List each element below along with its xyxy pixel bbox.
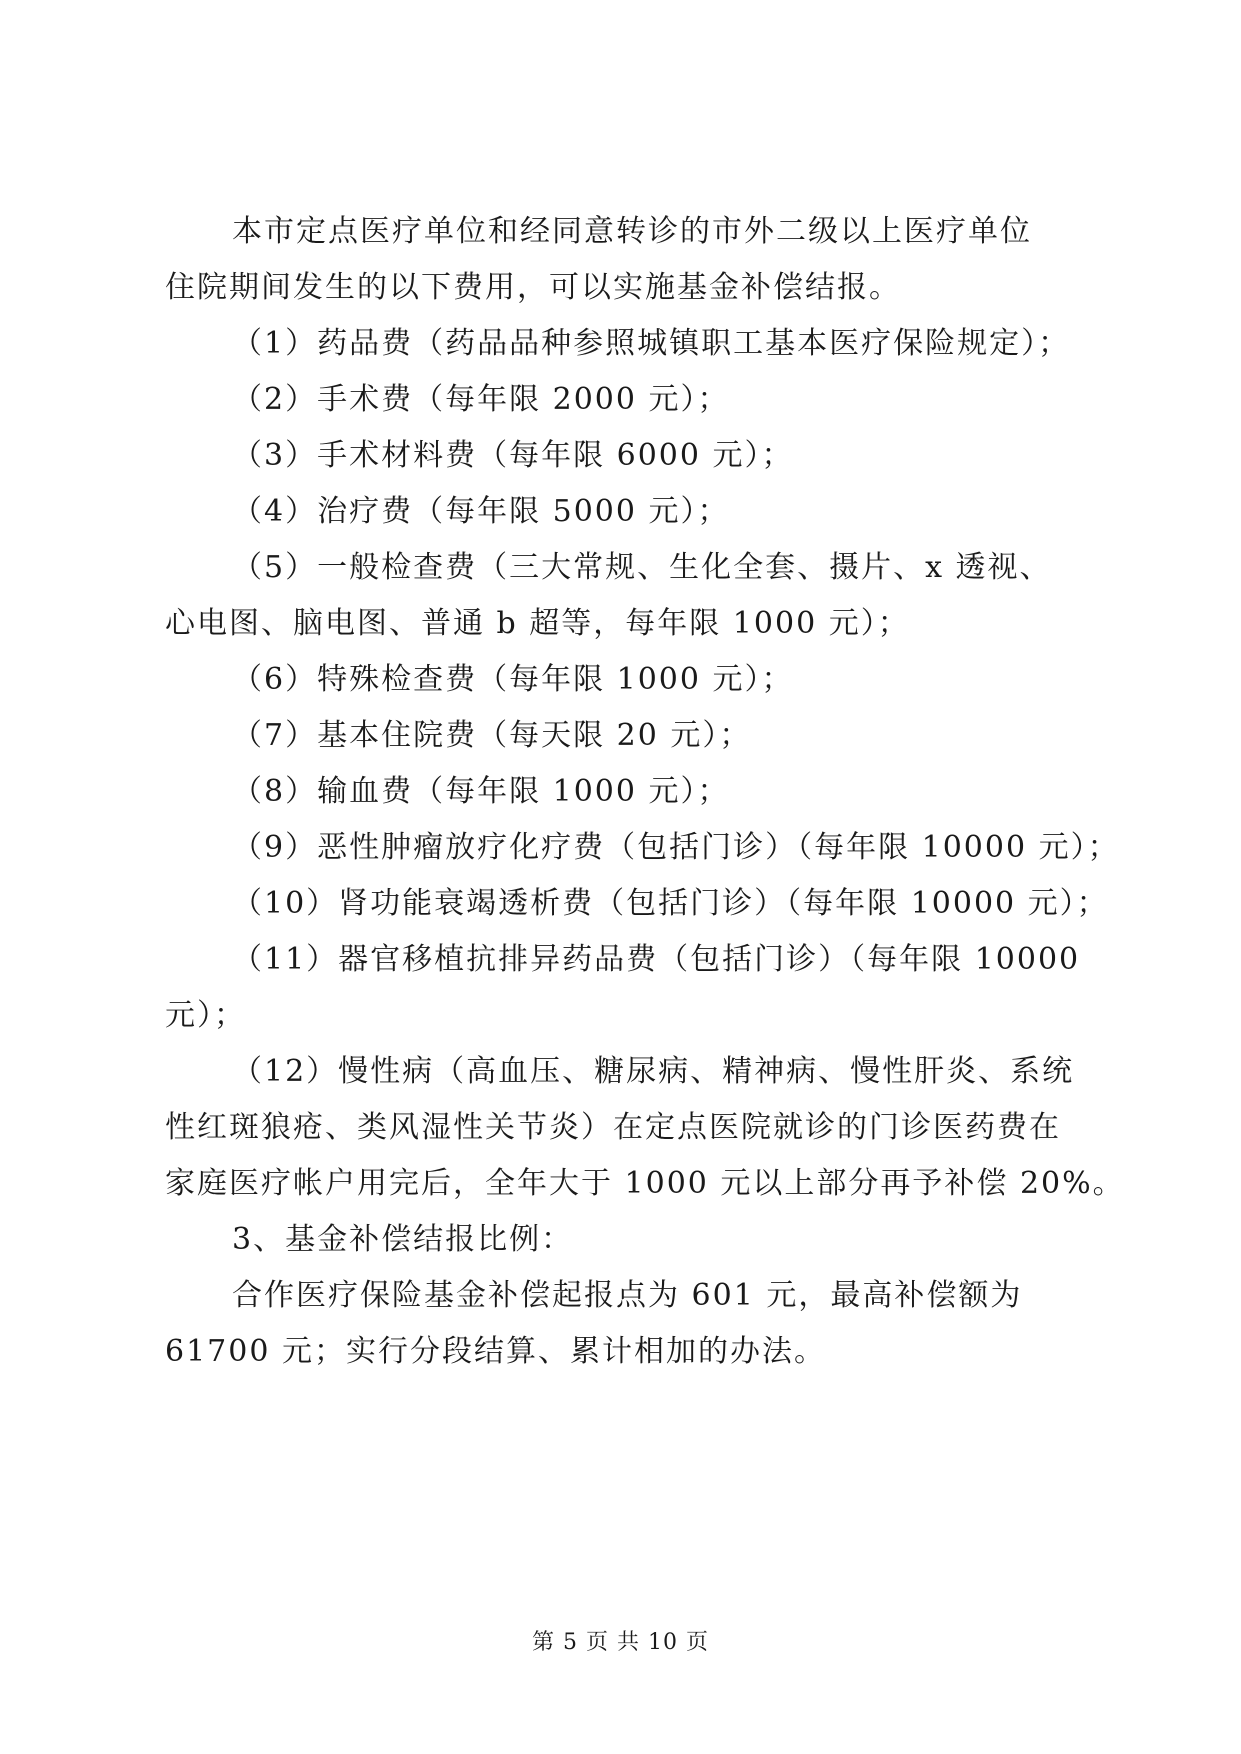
page-number-footer: 第 5 页 共 10 页 (532, 1630, 709, 1655)
list-item: （1）药品费（药品品种参照城镇职工基本医疗保险规定）； (232, 326, 1071, 361)
list-item-continuation: 元）； (165, 998, 246, 1033)
list-item: （9）恶性肿瘤放疗化疗费（包括门诊）（每年限 10000 元）； (232, 830, 1120, 865)
list-item-continuation: 心电图、脑电图、普通 b 超等，每年限 1000 元）； (165, 606, 910, 641)
list-item: （8）输血费（每年限 1000 元）； (232, 774, 730, 809)
list-item-continuation: 家庭医疗帐户用完后，全年大于 1000 元以上部分再予补偿 20%。 (165, 1166, 1125, 1201)
list-item: （4）治疗费（每年限 5000 元）； (232, 494, 730, 529)
paragraph-line: 本市定点医疗单位和经同意转诊的市外二级以上医疗单位 (232, 214, 1032, 249)
list-item: （6）特殊检查费（每年限 1000 元）； (232, 662, 794, 697)
paragraph-line: 61700 元；实行分段结算、累计相加的办法。 (165, 1334, 826, 1369)
section-heading: 3、基金补偿结报比例： (232, 1222, 574, 1257)
paragraph-line: 住院期间发生的以下费用，可以实施基金补偿结报。 (165, 270, 901, 305)
paragraph-line: 合作医疗保险基金补偿起报点为 601 元，最高补偿额为 (232, 1278, 1023, 1313)
list-item: （10）肾功能衰竭透析费（包括门诊）（每年限 10000 元）； (232, 886, 1109, 921)
list-item: （11）器官移植抗排异药品费（包括门诊）（每年限 10000 (232, 942, 1081, 977)
list-item: （12）慢性病（高血压、糖尿病、精神病、慢性肝炎、系统 (232, 1054, 1075, 1089)
list-item-continuation: 性红斑狼疮、类风湿性关节炎）在定点医院就诊的门诊医药费在 (165, 1110, 1061, 1145)
list-item: （7）基本住院费（每天限 20 元）； (232, 718, 752, 753)
list-item: （2）手术费（每年限 2000 元）； (232, 382, 730, 417)
list-item: （3）手术材料费（每年限 6000 元）； (232, 438, 794, 473)
list-item: （5）一般检查费（三大常规、生化全套、摄片、x 透视、 (232, 550, 1052, 585)
